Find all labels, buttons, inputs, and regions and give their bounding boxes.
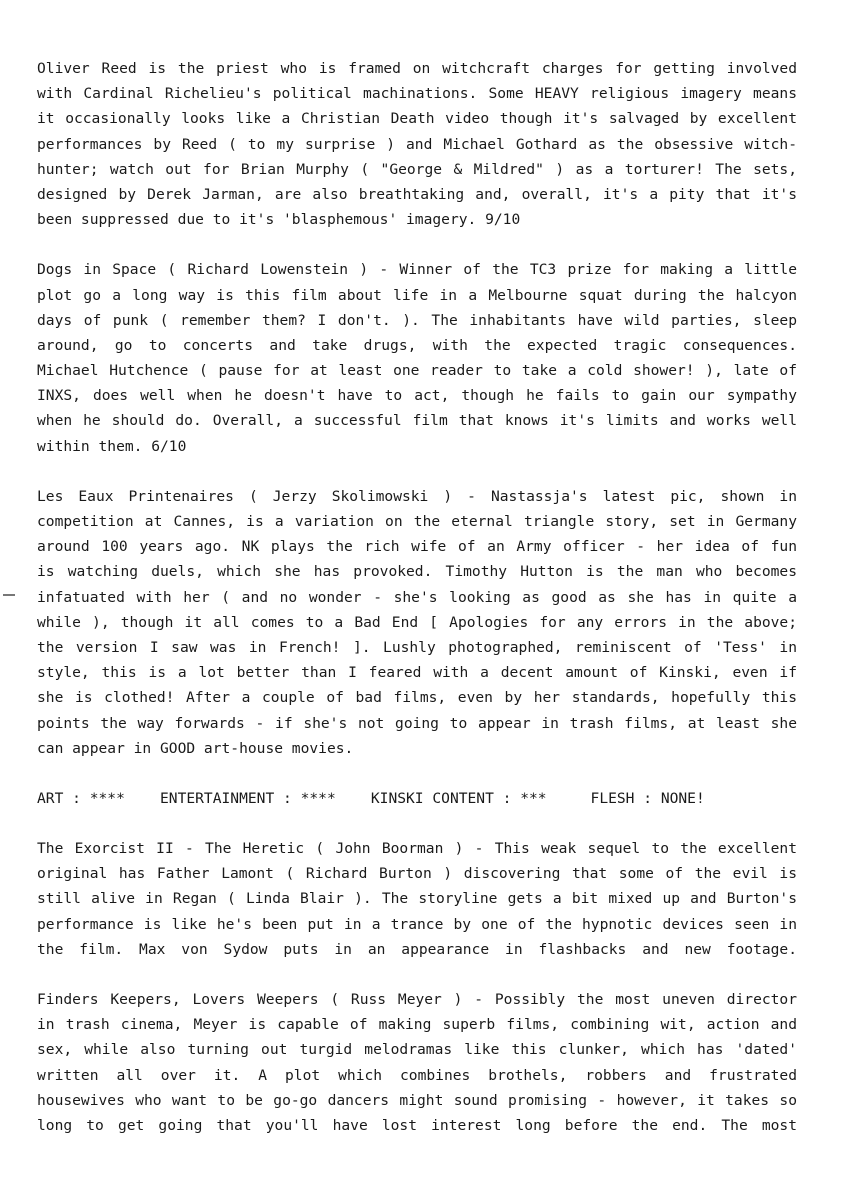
text-line: housewives who want to be go-go dancers might sound promising - however, it takes so xyxy=(37,1091,797,1109)
text-line: within them. 6/10 xyxy=(37,437,187,455)
text-line: hunter; watch out for Brian Murphy ( "George & Mildred" ) as a torturer! The sets, xyxy=(37,160,797,178)
text-line: Finders Keepers, Lovers Weepers ( Russ Meyer ) - Possibly the most uneven director xyxy=(37,991,797,1008)
margin-mark xyxy=(3,594,15,596)
text-line: points the way forwards - if she's not going to appear in trash films, at least she xyxy=(37,714,797,732)
text-line: days of punk ( remember them? I don't. ). The inhabitants have wild parties, sleep xyxy=(37,311,797,329)
text-line: been suppressed due to it's 'blasphemous' imagery. 9/10 xyxy=(37,211,521,229)
text-line: written all over it. A plot which combines brothels, robbers and frustrated xyxy=(37,1066,797,1084)
text-line: while ), though it all comes to a Bad End [ Apologies for any errors in the above; xyxy=(37,613,797,631)
review-dogs-in-space xyxy=(37,257,797,459)
text-line: it occasionally looks like a Christian Death video though it's salvaged by excellent xyxy=(37,110,797,128)
review-finders-keepers xyxy=(37,987,797,1138)
text-line: INXS, does well when he doesn't have to act, though he fails to gain our sympathy xyxy=(37,387,797,405)
text-line: the version I saw was in French! ]. Lushly photographed, reminiscent of 'Tess' in xyxy=(37,638,797,656)
text-line: around, go to concerts and take drugs, with the expected tragic consequences. xyxy=(37,336,797,354)
text-line: the film. Max von Sydow puts in an appearance in flashbacks and new footage. xyxy=(37,940,797,958)
typed-page xyxy=(37,56,797,1163)
text-line: with Cardinal Richelieu's political machinations. Some HEAVY religious imagery means xyxy=(37,85,797,103)
text-line: she is clothed! After a couple of bad films, even by her standards, hopefully this xyxy=(37,689,797,707)
text-line: performance is like he's been put in a trance by one of the hypnotic devices seen in xyxy=(37,915,797,933)
text-line: competition at Cannes, is a variation on the eternal triangle story, set in Germany xyxy=(37,513,797,530)
text-line: is watching duels, which she has provoked. Timothy Hutton is the man who becomes xyxy=(37,563,797,581)
text-line: infatuated with her ( and no wonder - she's looking as good as she has in quite a xyxy=(37,588,797,606)
text-line: can appear in GOOD art-house movies. xyxy=(37,739,354,757)
text-line: performances by Reed ( to my surprise ) and Michael Gothard as the obsessive witch- xyxy=(37,135,797,153)
text-line: still alive in Regan ( Linda Blair ). The storyline gets a bit mixed up and Burton's xyxy=(37,890,797,908)
text-line: Dogs in Space ( Richard Lowenstein ) - Winner of the TC3 prize for making a little xyxy=(37,261,797,279)
text-line: Oliver Reed is the priest who is framed on witchcraft charges for getting involved xyxy=(37,60,797,77)
text-line: long to get going that you'll have lost interest long before the end. The most xyxy=(37,1116,797,1134)
text-line: in trash cinema, Meyer is capable of making superb films, combining wit, action and xyxy=(37,1016,797,1034)
text-line: style, this is a lot better than I feared with a decent amount of Kinski, even if xyxy=(37,664,797,682)
text-line: Michael Hutchence ( pause for at least one reader to take a cold shower! ), late of xyxy=(37,362,797,380)
text-line: designed by Derek Jarman, are also breathtaking and, overall, it's a pity that it's xyxy=(37,185,797,203)
text-line: when he should do. Overall, a successful film that knows it's limits and works well xyxy=(37,412,797,430)
review-les-eaux-printenaires xyxy=(37,484,797,761)
review-exorcist-ii xyxy=(37,836,797,962)
text-line: original has Father Lamont ( Richard Burton ) discovering that some of the evil is xyxy=(37,865,797,883)
review-devils xyxy=(37,56,797,232)
text-line: The Exorcist II - The Heretic ( John Boorman ) - This weak sequel to the excellent xyxy=(37,840,797,858)
text-line: Les Eaux Printenaires ( Jerzy Skolimowski ) - Nastassja's latest pic, shown in xyxy=(37,487,797,505)
text-line: plot go a long way is this film about life in a Melbourne squat during the halcyon xyxy=(37,286,797,304)
text-line: around 100 years ago. NK plays the rich wife of an Army officer - her idea of fun xyxy=(37,538,797,556)
ratings-line: ART : **** ENTERTAINMENT : **** KINSKI CONTENT : *** FLESH : NONE! xyxy=(37,789,705,807)
text-line: sex, while also turning out turgid melodramas like this clunker, which has 'dated' xyxy=(37,1041,797,1059)
